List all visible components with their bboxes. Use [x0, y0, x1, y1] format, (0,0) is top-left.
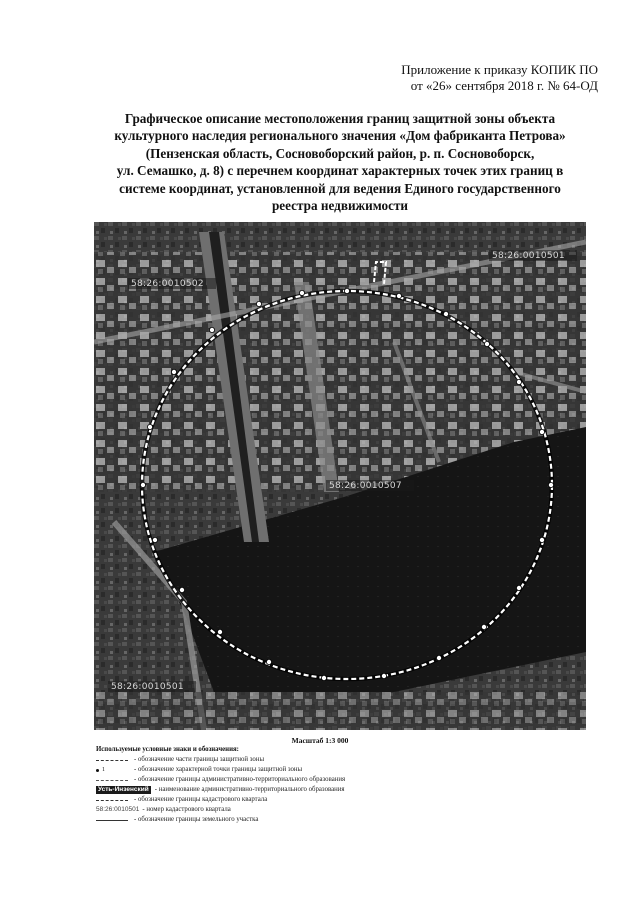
point-symbol [96, 766, 132, 774]
legend-item [96, 805, 476, 815]
cadastral-number-symbol: 58:26:0010501 [96, 806, 140, 813]
dashed-line-symbol [96, 796, 132, 804]
cadastral-label: 58:26:0010501 [111, 682, 184, 692]
solid-line-symbol [96, 816, 132, 824]
legend-item [96, 815, 476, 825]
legend-item [96, 775, 476, 785]
map-legend [96, 745, 476, 825]
cadastral-label: 58:26:0010507 [329, 481, 402, 491]
order-reference-line-2: от «26» сентября 2018 г. № 64-ОД [410, 78, 598, 93]
title-line: ул. Семашко, д. 8) с перечнем координат характерных точек этих границ в [116, 163, 564, 179]
legend-item [96, 755, 476, 765]
legend-heading: Используемые условные знаки и обозначения: [96, 746, 239, 753]
legend-item [96, 765, 476, 775]
title-line: системе координат, установленной для ведения Единого государственного [119, 180, 561, 196]
title-line: реестра недвижимости [271, 198, 409, 214]
dash-dot-line-symbol [96, 776, 132, 784]
legend-item [96, 785, 476, 795]
map-canvas [94, 222, 586, 730]
order-reference [401, 62, 598, 94]
title-line: культурного наследия регионального значения «Дом фабриканта Петрова» [114, 128, 566, 144]
dashed-line-symbol [96, 756, 132, 764]
legend-item [96, 795, 476, 805]
map-scale: Масштаб 1:3 000 [291, 736, 349, 745]
satellite-map [94, 222, 586, 730]
legend-description: - обозначение границы кадастрового квартала [134, 796, 268, 803]
point-number: 1 [102, 767, 105, 773]
legend-description: - обозначение характерной точки границы защитной зоны [134, 766, 303, 773]
legend-description: - наименование административно-территориального образования [154, 786, 345, 793]
legend-description: - номер кадастрового квартала [142, 806, 231, 813]
document-title [70, 110, 610, 214]
title-line: (Пензенская область, Сосновоборский район, р. п. Сосновоборск, [145, 145, 535, 161]
legend-description: - обозначение части границы защитной зоны [134, 756, 265, 763]
cadastral-label: 58:26:0010501 [492, 251, 565, 261]
admin-name-symbol: Усть-Инзенский [98, 786, 149, 793]
legend-description: - обозначение границы административно-территориального образования [134, 776, 346, 783]
cadastral-label: 58:26:0010502 [131, 279, 204, 289]
order-reference-line-1: Приложение к приказу КОПИК ПО [401, 62, 598, 77]
legend-description: - обозначение границы земельного участка [134, 816, 259, 823]
title-line: Графическое описание местоположения границ защитной зоны объекта [124, 111, 556, 126]
